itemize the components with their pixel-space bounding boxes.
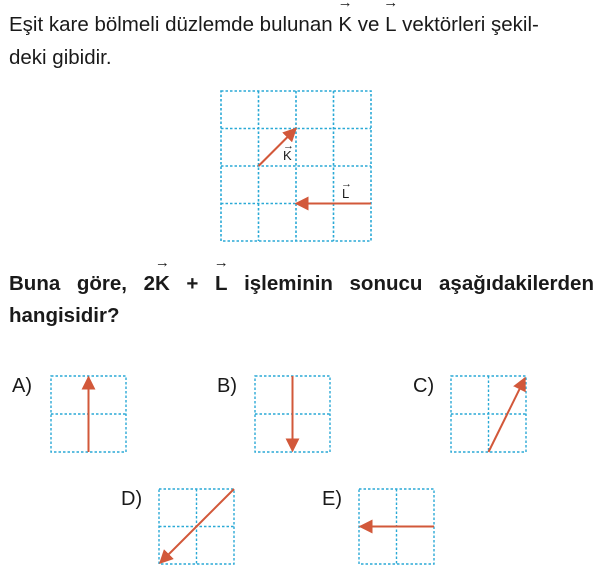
- vector-l-symbol: → L: [385, 8, 396, 41]
- option-c-arrow: [489, 378, 526, 452]
- option-d-label[interactable]: D): [121, 488, 143, 510]
- vector-l-label-arrow: →: [341, 178, 352, 190]
- vector-k-label-arrow: →: [283, 140, 294, 152]
- question-line1-mid: ve: [352, 13, 386, 36]
- prompt-vector-k: → K: [155, 268, 170, 300]
- option-a-label[interactable]: A): [12, 375, 32, 397]
- vector-l-label: L: [342, 186, 350, 201]
- question-line1-pre: Eşit kare bölmeli düzlemde bulunan: [9, 13, 339, 36]
- option-b-label[interactable]: B): [217, 375, 237, 397]
- prompt-pre: Buna göre, 2: [9, 272, 155, 295]
- option-c-grid[interactable]: [451, 376, 526, 452]
- option-e-label[interactable]: E): [322, 488, 342, 510]
- question-line2: deki gibidir.: [9, 46, 112, 69]
- vector-k-label: K: [283, 148, 292, 163]
- prompt-post: işleminin sonucu aşağıdakilerden hangisidir?: [9, 272, 594, 327]
- question-line1-post: vektörleri şekil-: [396, 13, 539, 36]
- main-grid: [221, 91, 371, 241]
- vector-k-symbol: → K: [338, 8, 352, 41]
- prompt-vector-l: → L: [215, 268, 228, 300]
- option-c-label[interactable]: C): [413, 375, 435, 397]
- prompt-mid: +: [169, 272, 215, 295]
